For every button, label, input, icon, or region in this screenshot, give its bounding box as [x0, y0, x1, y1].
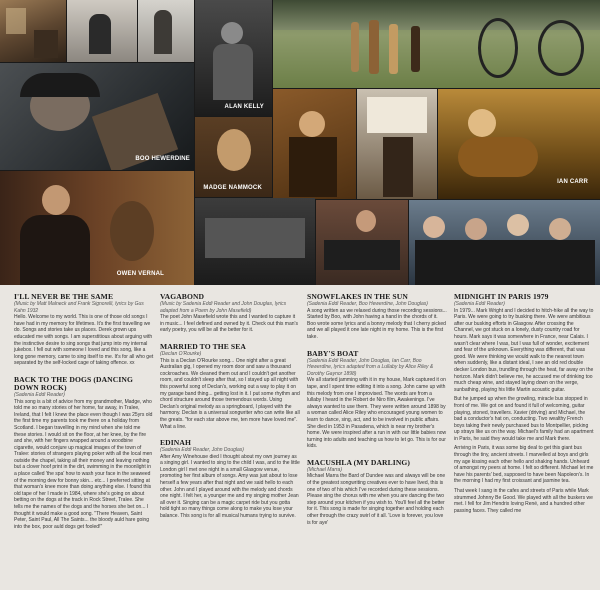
song-credit: (Sadenia Eddi Reader)	[454, 301, 505, 307]
photo-label-alan-kelly: ALAN KELLY	[224, 104, 264, 110]
song-title-snowflakes-in-the-sun: SNOWFLAKES IN THE SUN	[307, 292, 408, 301]
song-notes: Michael Marra the Bard of Dundee was and always will be one of the greatest songwriting creatives ever to have lived, this is one of two of his which I've recorded during these sessions. Please sing the chorus with me when you are dancing the two step around your kitchen if you wish to. You'll feel all the better for it. This song is made for singing together and holding each other through the crazy swirl of it all. 'Love is forever, you love is for aye'	[307, 473, 446, 526]
song-title-babys-boat: BABY'S BOAT	[307, 348, 359, 358]
song-credit: (Music by Matt Malneck and Frank Signorelli, lyrics by Gus Kahn 1932	[14, 301, 144, 314]
song-credit: (Sadenia Eddi Reader, John Douglas, Ian Carr, Boo Hewerdine, lyrics adapted from a Lullaby by Alice Riley & Dorothy Gaynor 1898)	[307, 357, 434, 377]
photo-guitarist-window	[357, 89, 437, 199]
song-notes: A song written as we relaxed during those recording sessions... Started by Boo, with John having a hand in the chords of it. Boo wrote some lyrics and a bonny melody that I cherry picked and we all played it one late night in my home. This is the first take.	[307, 307, 447, 340]
song-notes: We all started jamming with it in my house, Mark captured it on tape, and I spent time editing it into a song. John came up with this melody from one I improvised. The words are from a lullaby I heard in the Robert de Niro film, Awakenings. I've always wanted to use them. They were written around 1898 by a woman called Alice Riley who encouraged young women to learn to dance, sing, act, and to be involved in public affairs. She died in 1953 in Pasadena, which is near my brother's home. We were inspired after a run in with our little babies now turning into adults and teaching us how to let go. This is for our kids.	[307, 377, 447, 450]
photo-studio-room	[0, 0, 66, 62]
song-title-midnight-in-paris: MIDNIGHT IN PARIS 1979	[454, 292, 549, 301]
photo-guitars-on-lawn	[273, 0, 600, 88]
song-notes: Hello. Welcome to my world. This is one of those old songs I have had in my memory for lifetimes. It's the first travelling we do. Songs and stories take us places. Derek grown ups educated me with songs. I am superstitious about arguing with the instinctive desire to sing songs that jump into my internal jukebox. I fell out with someone I loved and this song, like a long gone memory, came to sing itself to me. It's for all who get separated by the self-locked cage of taking offence. xx	[14, 314, 154, 367]
column-2	[160, 293, 300, 523]
song-notes-continued: But he jumped up when the growling, miracle bus stopped in front of me. We got on and found it full of welcoming, guitar playing, stoned, travellers. Xavier (driving) and Michael, the bad a conductor's hat on, conducting. Two wealthy French boys taking their newly purchased bus to Montpellier, picking up strays like us on the way. Michael's family had an apartment in Paris, he said they would take me and Mark there.	[454, 396, 594, 442]
photo-recording-booth	[67, 0, 137, 62]
song-notes-continued: That week I sang in the cafes and streets of Paris while Mark strummed Johnny Be Good. We played with all the buskers we met. I fell for Jim Hendrix loving René, and a hundred other passing faces. They called me	[454, 488, 593, 514]
song-credit: (Declan O'Rourke)	[160, 350, 202, 357]
photo-label-ian-carr: IAN CARR	[557, 179, 588, 185]
song-title-back-to-the-dogs: BACK TO THE DOGS (DANCING DOWN ROCK)	[14, 374, 133, 392]
song-credit: (Music by Sadenia Eddi Reader and John Douglas, lyrics adapted from a Poem by John Masefield)	[160, 301, 287, 314]
photo-guitar-player	[138, 0, 194, 62]
photo-studio-band	[195, 198, 315, 285]
song-notes: This is a Declan O'Rourke song... One night after a great Australian gig, I opened my room door and saw a thousand cockroaches. We cleaned them out and I couldn't get another room, and couldn't sleep after that, so I stayed up all night with this powerful song of Declan's, working out a way to play it on my garage band thing... getting lost in it. I put some rhythm and chord structure around those tremendous words. Using Declan's original melody as a springboard, I played with the harmony. Declan is a universal songwriter who can write like all the greats. "for each star above me, ten more have loved me". What a line.	[160, 357, 300, 430]
photo-alan-kelly	[195, 0, 272, 116]
song-credit: (Sadenia Eddi Reader, Boo Hewerdine, John Douglas)	[307, 301, 428, 307]
photo-group-portrait	[409, 200, 600, 285]
photo-madge-nammock	[195, 117, 272, 197]
song-title-vagabond: VAGABOND	[160, 292, 205, 301]
photo-mixing-desk	[316, 200, 408, 285]
column-3	[307, 293, 447, 529]
song-title-married-to-the-sea: MARRIED TO THE SEA	[160, 341, 246, 351]
photo-owen-vernal	[0, 171, 194, 285]
song-notes: This song is a bit of advice from my grandmother, Madge, who told me so many stories of her home, far away, in Tralee, Ireland, that I felt I knew the place even though I was 25yrs old the first time my parents took me there on a holiday from Scotland. I began travelling in my mind when she told me these stories. I would sit on the floor, at her knee, by the fire and she, with her fingers wrapped around a woodbine cigarette, would conjure up magical images of the town of Tralee: stories of strangers playing poker with all the local men outside the chapel, taking all their money and leaving nothing but a clover hoof print in the dirt, swimming in the moonlight in a place called 'the spa' how to wash your face in the seaweed of the morning dew for bonny skin... etc... I preferred sitting at that woman's knee more than doing anything else. I found this old tape of her I made in 1984, where she's going on about betting on the dogs at the track in Rock Street, Tralee. She tells me the names of the dogs and the horses she bet on... I thought it would make a good song. "There Heaven, Saint Peter, Saint Paul, All The Saints... the bloody auld hare going into the box, poor auld dogs get fooled!"	[14, 398, 153, 530]
song-notes: In 1979... Mark Wright and I decided to hitch-hike all the way to Paris. We were going to try busking there. We were ambitious after our busking efforts in Glasgow. After crossing the Channel, we got stuck on a lonely, dusty country road for hours. Mark says it was somewhere in France, near Calais. I wasn't clear where I was, but I was full of wonder, excitement and fear of the unknown. Everything was different, that was good. We were thinking we would walk to the nearest town when suddenly, like a distant ideal, I see an old red double decker London bus, trundling through the heat, far away on the horizon. Mark didn't believe me, he accused me of drinking too much cheap wine, and stayed laying down on the verge, sunbathing, playing his little Martin acoustic guitar.	[454, 307, 594, 393]
song-credit: (Michael Marra)	[307, 466, 343, 473]
photo-ian-carr	[438, 89, 600, 199]
photo-collage	[0, 0, 600, 285]
photo-singer-warm-studio	[273, 89, 356, 199]
photo-label-boo-hewerdine: BOO HEWERDINE	[135, 156, 190, 162]
song-credit: (Sadenia Eddi Reader, John Douglas)	[160, 447, 244, 454]
song-notes-continued: Arriving in Paris, it was some big deal to get this giant bus through the tiny, ancient streets. I marvelled at boys and girls my age kissing each other hello and shaking hands. Unheard of amongst my peers at home. I felt so different. Michael let me have his parents' bed, supposed to have been Napoleon's. In the morning I had my first croissant and jasmine tea.	[454, 445, 594, 485]
liner-notes	[0, 287, 600, 590]
column-4	[454, 293, 594, 517]
song-notes: The poet John Masefield wrote this and I wanted to capture it in music... I feel defined and owned by it. Check out this man's early poetry, you will be all the better for it.	[160, 314, 298, 334]
photo-label-owen-vernal: OWEN VERNAL	[116, 271, 164, 277]
song-title-macushla: MACUSHLA (MY DARLING)	[307, 457, 411, 467]
song-title-ill-never-be-the-same: I'LL NEVER BE THE SAME	[14, 292, 114, 301]
column-1	[14, 293, 154, 533]
song-title-edinah: EDINAH	[160, 438, 191, 448]
photo-label-madge-nammock: MADGE NAMMOCK	[203, 185, 262, 191]
song-credit: (Sadenia Eddi Reader)	[14, 391, 65, 398]
photo-boo-hewerdine	[0, 63, 194, 170]
song-notes: After Amy Winehouse died I thought about my own journey as a singing girl. I wanted to sing to the child I was, and to the little London girl I met one night in a small Glasgow venue, promoting her first album of songs. Amy was just about to lose herself a few years after that night and we said hello to each other. John and I played around with the melody and chords one night. I felt her, a younger me and my singing mother Jean all over it. Singing can be a magic carpet ride but you gotta hold tight so many things come along to make you lose your balance. This song is for all musical humans trying to survive.	[160, 453, 300, 520]
